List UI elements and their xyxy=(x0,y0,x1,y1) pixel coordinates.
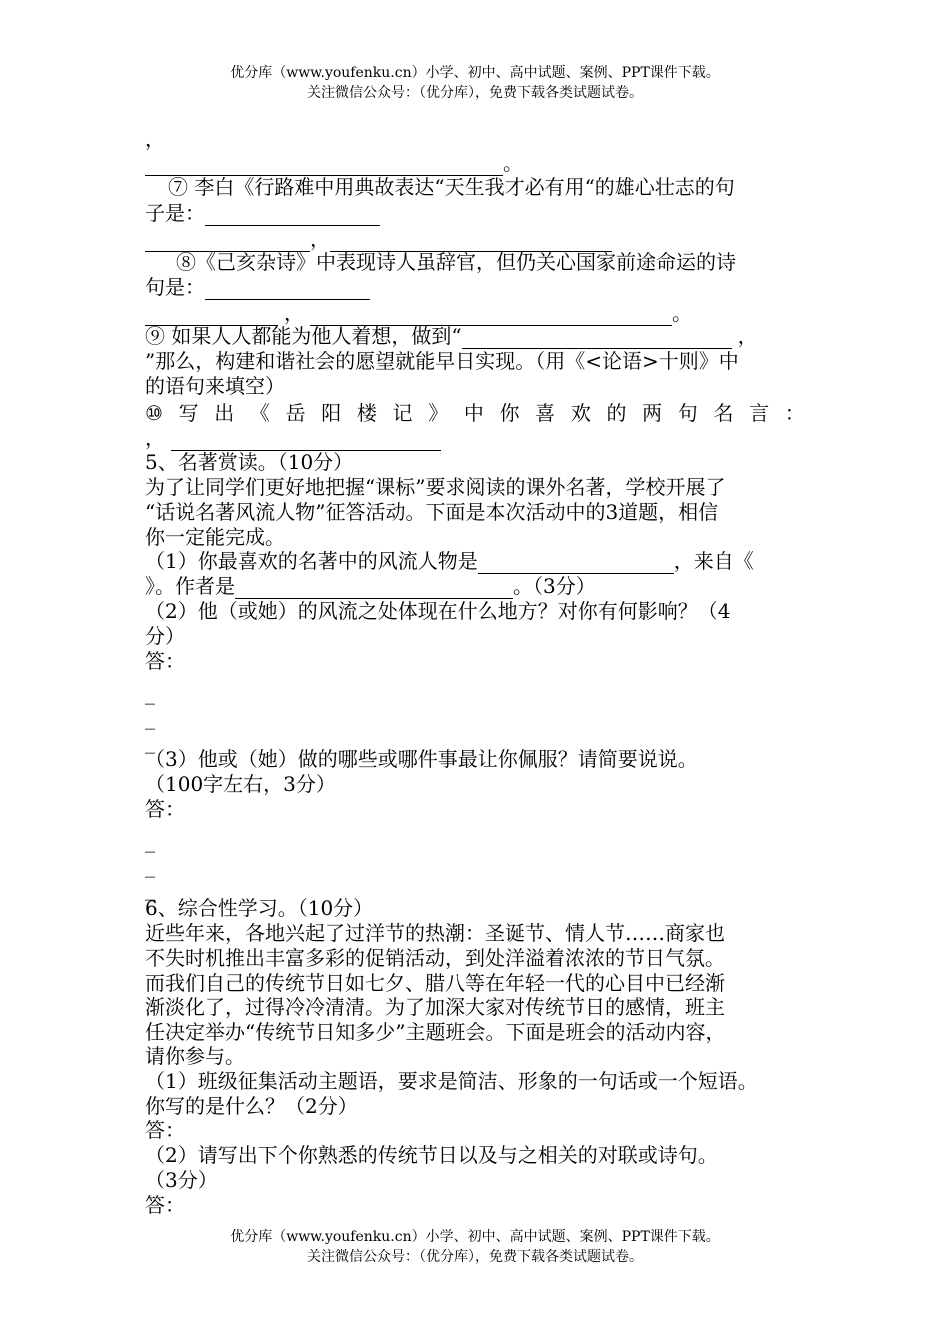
section-6-para-2: 不失时机推出丰富多彩的促销活动，到处洋溢着浓浓的节日气氛。 xyxy=(145,946,725,970)
section-6-para-1: 近些年来，各地兴起了过洋节的热潮：圣诞节、情人节……商家也 xyxy=(145,921,725,945)
q9-line-1: ⑨ 如果人人都能为他人着想，做到“ ， xyxy=(145,324,758,348)
answer-line[interactable]: _ xyxy=(145,730,155,754)
answer-line[interactable]: _ xyxy=(145,706,155,730)
section-6-para-5: 任决定举办“传统节日知多少”主题班会。下面是班会的活动内容， xyxy=(145,1020,726,1044)
character-blank[interactable] xyxy=(478,553,674,574)
s5-q3-line-2: （100字左右，3分） xyxy=(145,772,336,796)
section-6-para-6: 请你参与。 xyxy=(145,1044,245,1068)
answer-line[interactable]: _ xyxy=(145,829,155,853)
answer-line[interactable]: _ xyxy=(145,854,155,878)
q8-line-2: 句是： xyxy=(145,274,370,300)
s6-q1-line-2: 你写的是什么？（2分） xyxy=(145,1094,358,1118)
section-6-title: 6、综合性学习。（10分） xyxy=(145,896,374,920)
header-line-2: 关注微信公众号：（优分库），免费下载各类试题试卷。 xyxy=(307,85,643,101)
leading-comma: ， xyxy=(145,127,165,151)
section-5-para-3: 你一定能完成。 xyxy=(145,525,285,549)
s6-q1-line-1: （1）班级征集活动主题语，要求是简洁、形象的一句话或一个短语。 xyxy=(145,1069,758,1093)
section-5-para-1: 为了让同学们更好地把握“课标”要求阅读的课外名著，学校开展了 xyxy=(145,475,726,499)
q7-text: ⑦ 李白《行路难中用典故表达“天生我才必有用“的雄心壮志的句 xyxy=(168,175,735,199)
answer-label: 答： xyxy=(145,797,185,821)
q7-line-2: 子是： xyxy=(145,200,380,226)
answer-line[interactable]: _ xyxy=(145,681,155,705)
q10-answer-line: ， xyxy=(145,425,441,451)
q8-text: ⑧《己亥杂诗》中表现诗人虽辞官，但仍关心国家前途命运的诗 xyxy=(176,250,736,274)
s6-q2-line-2: （3分） xyxy=(145,1168,218,1192)
answer-label: 答： xyxy=(145,649,185,673)
footer-line-1: 优分库（www.youfenku.cn）小学、初中、高中试题、案例、PPT课件下载。 xyxy=(230,1229,720,1245)
author-blank[interactable] xyxy=(235,578,513,599)
section-5-para-2: “话说名著风流人物”征答活动。下面是本次活动中的3道题，相信 xyxy=(145,500,719,524)
answer-label: 答： xyxy=(145,1118,185,1142)
q8-answer-line: ， 。 xyxy=(145,300,692,326)
answer-blank[interactable] xyxy=(171,430,441,451)
section-6-para-4: 渐淡化了，过得冷冷清清。为了加深大家对传统节日的感情，班主 xyxy=(145,995,725,1019)
answer-blank[interactable] xyxy=(205,205,380,226)
q10-line: ⑩ 写 出 《 岳 阳 楼 记 》 中 你 喜 欢 的 两 句 名 言 ： xyxy=(145,401,805,425)
footer-line-2: 关注微信公众号：（优分库），免费下载各类试题试卷。 xyxy=(307,1249,643,1265)
section-6-para-3: 而我们自己的传统节日如七夕、腊八等在年轻一代的心目中已经渐 xyxy=(145,971,725,995)
q9-line-3: 的语句来填空） xyxy=(145,374,285,398)
q9-line-2: ”那么，构建和谐社会的愿望就能早日实现。（用《<论语>十则》中 xyxy=(145,349,739,373)
s5-q1-line-1: （1）你最喜欢的名著中的风流人物是 ，来自《 xyxy=(145,549,754,573)
s5-q3-line-1: （3）他或（她）做的哪些或哪件事最让你佩服？请简要说说。 xyxy=(145,747,698,771)
s5-q2-line-1: （2）他（或她）的风流之处体现在什么地方？对你有何影响？（4 xyxy=(145,599,731,623)
q7-answer-line: ， xyxy=(145,226,612,252)
q6-answer-line: 。 xyxy=(145,150,523,176)
answer-label: 答： xyxy=(145,1193,185,1217)
s5-q2-line-2: 分） xyxy=(145,624,185,648)
s5-q1-line-2: 》。作者是 。（3分） xyxy=(145,574,596,598)
answer-line[interactable]: _ xyxy=(145,877,155,901)
answer-blank[interactable] xyxy=(462,328,732,349)
s6-q2-line-1: （2）请写出下个你熟悉的传统节日以及与之相关的对联或诗句。 xyxy=(145,1143,718,1167)
answer-blank[interactable] xyxy=(205,279,370,300)
answer-blank[interactable] xyxy=(145,155,503,176)
header-line-1: 优分库（www.youfenku.cn）小学、初中、高中试题、案例、PPT课件下载。 xyxy=(230,65,720,81)
section-5-title: 5、名著赏读。（10分） xyxy=(145,450,354,474)
